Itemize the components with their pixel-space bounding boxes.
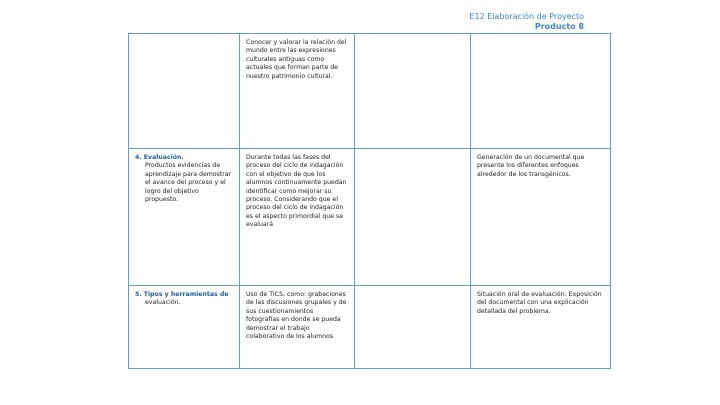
table-row [129,149,611,286]
table-row [129,34,611,149]
table-cell-heading [129,34,240,149]
table-cell-heading [129,286,240,369]
row-heading-title: 5. Tipos y herramientas de [135,291,229,298]
table-cell-empty [355,149,471,286]
planning-table [128,33,611,369]
row-heading-body: evaluación. [145,299,181,307]
document-header [469,12,584,32]
table-row [129,286,611,369]
table-cell-description: Durante todas las fases del proceso del ciclo de indagación con el objetivo de que los alumnos continuamente puedan identificar como mejorar su proceso. Considerando que el proceso del ciclo de indagación es el aspecto primordial que se evaluará [240,149,355,286]
document-subtitle: Producto 8 [534,22,584,31]
table-cell-empty [355,34,471,149]
table-cell-notes: Situación oral de evaluación: Exposición del documental con una explicación detallada del problema. [471,286,611,369]
row-heading-title: 4. Evaluación. [135,154,184,161]
table-cell-empty [355,286,471,369]
table-cell-heading [129,149,240,286]
document-title: E12 Elaboración de Proyecto [469,12,584,21]
table-cell-description: Uso de TICS, como: grabaciones de las discusiones grupales y de sus cuestionamientos fotografías en donde se pueda demostrar el trabajo colaborativo de los alumnos [240,286,355,369]
row-heading-body: Productos evidencias de aprendizaje para demostrar el avance del proceso y el logro del objetivo propuesto. [145,162,232,204]
table-cell-description: Conocer y valorar la relación del mundo entre las expresiones culturales antiguas como actuales que forman parte de nuestro patrimonio cultural. [240,34,355,149]
table-cell-notes: Generación de un documental que presente los diferentes enfoques alrededor de los transgénicos. [471,149,611,286]
table-cell-notes [471,34,611,149]
